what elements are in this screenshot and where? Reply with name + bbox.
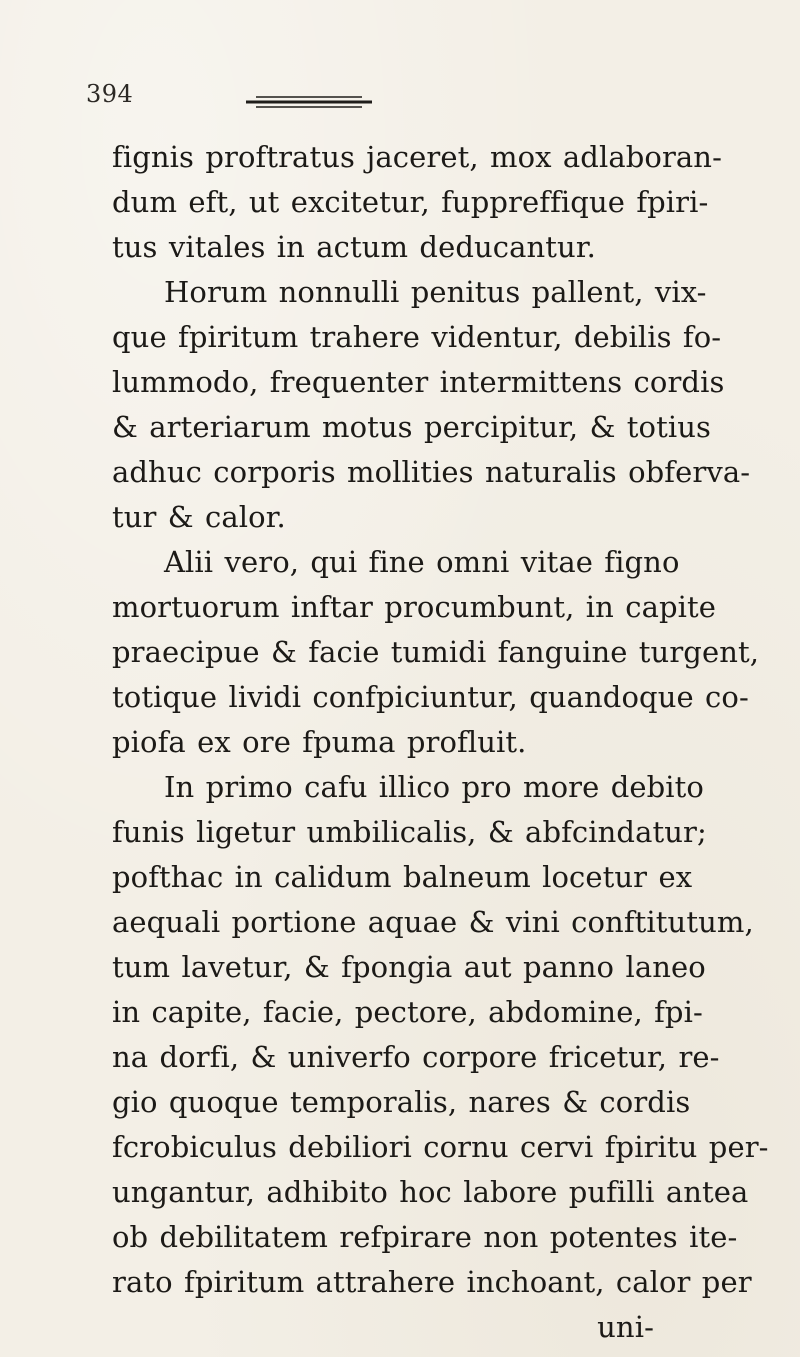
text-line: adhuc corporis mollities naturalis obferva- [112,455,751,489]
text-line: fcrobiculus debiliori cornu cervi fpiritu per- [112,1130,769,1164]
text-line: fignis proftratus jaceret, mox adlaboran- [112,140,722,174]
text-line: tus vitales in actum deducantur. [112,230,596,264]
text-line: aequali portione aquae & vini conftitutum, [112,905,754,939]
paragraph-first-line: In primo cafu illico pro more debito [164,770,704,804]
text-line: totique lividi confpiciuntur, quandoque co- [112,680,749,714]
paragraph-first-line: Alii vero, qui fine omni vitae figno [164,545,680,579]
text-line: lummodo, frequenter intermittens cordis [112,365,725,399]
text-line: ob debilitatem refpirare non potentes ite- [112,1220,738,1254]
printed-rule-ornament [244,95,374,109]
text-line: gio quoque temporalis, nares & cordis [112,1085,691,1119]
text-line: rato fpiritum attrahere inchoant, calor per [112,1265,752,1299]
text-line: que fpiritum trahere videntur, debilis fo- [112,320,722,354]
text-line: na dorfi, & univerfo corpore fricetur, re- [112,1040,720,1074]
catchword: uni- [597,1310,654,1344]
text-line: funis ligetur umbilicalis, & abfcindatur; [112,815,707,849]
text-line: tur & calor. [112,500,286,534]
text-line: in capite, facie, pectore, abdomine, fpi- [112,995,703,1029]
paragraph-first-line: Horum nonnulli penitus pallent, vix- [164,275,707,309]
page-text [112,135,769,1350]
text-line: tum lavetur, & fpongia aut panno laneo [112,950,706,984]
page-number: 394 [86,80,134,108]
text-line: praecipue & facie tumidi fanguine turgent, [112,635,760,669]
text-line: pofthac in calidum balneum locetur ex [112,860,693,894]
text-line: ungantur, adhibito hoc labore pufilli antea [112,1175,749,1209]
text-line: mortuorum inftar procumbunt, in capite [112,590,717,624]
text-line: & arteriarum motus percipitur, & totius [112,410,711,444]
text-line: dum eft, ut excitetur, fuppreffique fpiri- [112,185,709,219]
text-line: piofa ex ore fpuma profluit. [112,725,527,759]
